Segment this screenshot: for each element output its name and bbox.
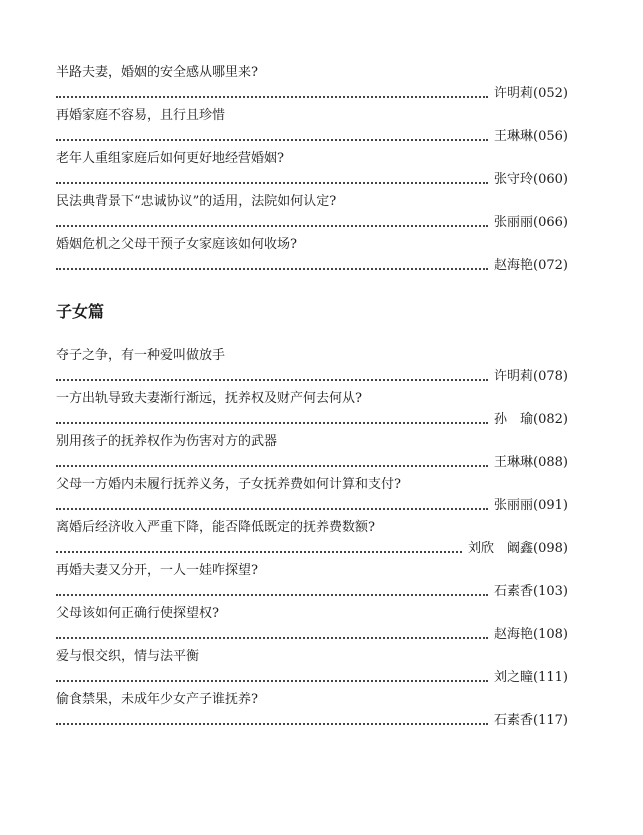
toc-entry-title: 夺子之争，有一种爱叫做放手 bbox=[56, 348, 226, 363]
toc-entry-author-page: 石素香(117) bbox=[494, 713, 568, 728]
toc-entry[interactable] bbox=[56, 103, 568, 146]
toc-entry-author-page: 孙 瑜(082) bbox=[494, 412, 568, 427]
toc-entry-title: 爱与恨交织，情与法平衡 bbox=[56, 649, 200, 664]
dot-leader bbox=[56, 680, 488, 682]
dot-leader bbox=[56, 182, 488, 184]
toc-entry-title: 再婚家庭不容易，且行且珍惜 bbox=[56, 108, 226, 123]
toc-entry-line bbox=[56, 129, 568, 145]
toc-entry-author-page: 刘之瞳(111) bbox=[494, 670, 568, 685]
toc-entry-author-page: 许明莉(052) bbox=[494, 86, 568, 101]
toc-entry[interactable] bbox=[56, 343, 568, 386]
toc-entry-author-page: 石素香(103) bbox=[494, 584, 568, 599]
toc-entry-title: 老年人重组家庭后如何更好地经营婚姻? bbox=[56, 151, 284, 166]
toc-entry-line bbox=[56, 455, 568, 471]
toc-entry-title: 半路夫妻，婚姻的安全感从哪里来? bbox=[56, 65, 258, 80]
toc-entry[interactable] bbox=[56, 472, 568, 515]
toc-entry-author-page: 张守玲(060) bbox=[494, 172, 568, 187]
toc-entry-line bbox=[56, 369, 568, 385]
toc-entry-line bbox=[56, 215, 568, 231]
table-of-contents bbox=[56, 60, 568, 730]
toc-entry-author-page: 王琳琳(056) bbox=[494, 129, 568, 144]
toc-entry[interactable] bbox=[56, 60, 568, 103]
toc-entry-title: 离婚后经济收入严重下降，能否降低既定的抚养费数额? bbox=[56, 520, 375, 535]
toc-entry-line bbox=[56, 670, 568, 686]
dot-leader bbox=[56, 465, 488, 467]
toc-entry-title: 民法典背景下“忠诚协议”的适用，法院如何认定? bbox=[56, 194, 337, 209]
toc-entry-author-page: 刘欣 阚鑫(098) bbox=[468, 541, 568, 556]
dot-leader bbox=[56, 379, 488, 381]
toc-entry-line bbox=[56, 172, 568, 188]
toc-entry-author-page: 赵海艳(108) bbox=[494, 627, 568, 642]
toc-entry-title: 父母一方婚内未履行抚养义务，子女抚养费如何计算和支付? bbox=[56, 477, 401, 492]
dot-leader bbox=[56, 268, 488, 270]
dot-leader bbox=[56, 225, 488, 227]
toc-entry[interactable] bbox=[56, 558, 568, 601]
toc-entry[interactable] bbox=[56, 189, 568, 232]
dot-leader bbox=[56, 96, 488, 98]
dot-leader bbox=[56, 723, 488, 725]
dot-leader bbox=[56, 551, 462, 553]
dot-leader bbox=[56, 637, 488, 639]
toc-entry-line bbox=[56, 541, 568, 557]
toc-entry-title: 婚姻危机之父母干预子女家庭该如何收场? bbox=[56, 237, 297, 252]
toc-entry-title: 父母该如何正确行使探望权? bbox=[56, 606, 219, 621]
toc-entry-author-page: 张丽丽(091) bbox=[494, 498, 568, 513]
toc-entry[interactable] bbox=[56, 232, 568, 275]
toc-entry[interactable] bbox=[56, 687, 568, 730]
toc-entry-line bbox=[56, 498, 568, 514]
toc-entry-author-page: 王琳琳(088) bbox=[494, 455, 568, 470]
toc-section-children bbox=[56, 302, 568, 730]
toc-entry[interactable] bbox=[56, 146, 568, 189]
dot-leader bbox=[56, 422, 488, 424]
toc-entry[interactable] bbox=[56, 429, 568, 472]
toc-entry[interactable] bbox=[56, 515, 568, 558]
toc-entry-author-page: 赵海艳(072) bbox=[494, 258, 568, 273]
section-heading: 子女篇 bbox=[56, 302, 105, 321]
toc-entry-line bbox=[56, 584, 568, 600]
toc-entry-line bbox=[56, 412, 568, 428]
toc-entry-line bbox=[56, 713, 568, 729]
toc-entry-author-page: 张丽丽(066) bbox=[494, 215, 568, 230]
toc-entry-title: 再婚夫妻又分开，一人一娃咋探望? bbox=[56, 563, 258, 578]
toc-entry-title: 一方出轨导致夫妻渐行渐远，抚养权及财产何去何从? bbox=[56, 391, 362, 406]
toc-entry-title: 别用孩子的抚养权作为伤害对方的武器 bbox=[56, 434, 278, 449]
toc-entry-line bbox=[56, 627, 568, 643]
toc-entry[interactable] bbox=[56, 386, 568, 429]
dot-leader bbox=[56, 594, 488, 596]
toc-entry-title: 偷食禁果，未成年少女产子谁抚养? bbox=[56, 692, 258, 707]
dot-leader bbox=[56, 139, 488, 141]
toc-entry-author-page: 许明莉(078) bbox=[494, 369, 568, 384]
dot-leader bbox=[56, 508, 488, 510]
toc-entry-line bbox=[56, 258, 568, 274]
toc-section-1 bbox=[56, 60, 568, 275]
toc-entry[interactable] bbox=[56, 644, 568, 687]
toc-entry[interactable] bbox=[56, 601, 568, 644]
toc-entry-line bbox=[56, 86, 568, 102]
